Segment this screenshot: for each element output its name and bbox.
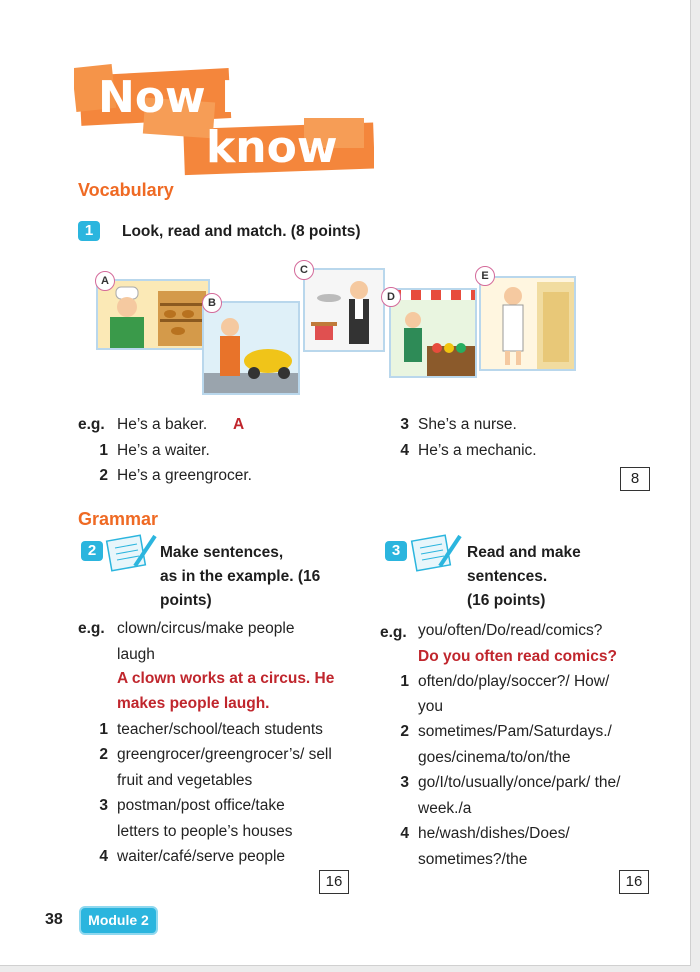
ex2-example-label: e.g. [78,620,105,637]
instruction-line: Read and make [467,544,581,561]
vocab-item-text: She’s a nurse. [418,416,517,433]
title-line2: know [206,122,338,173]
ex2-item-number: 1 [99,721,108,738]
exercise-2-instruction [160,541,320,613]
ex2-item-line: letters to people’s houses [117,823,293,840]
picture-label-d: D [381,287,401,307]
ex3-item-line: goes/cinema/to/on/the [418,749,571,766]
picture-label-b: B [202,293,222,313]
ex3-item-line: often/do/play/soccer?/ How/ [418,673,610,690]
notepad-pencil-icon [105,530,159,572]
mechanic-illustration [204,303,298,393]
ex2-item-line: teacher/school/teach students [117,721,323,738]
nurse-illustration [481,278,574,369]
ex3-item-line: go/I/to/usually/once/park/ the/ [418,774,621,791]
picture-label-c: C [294,260,314,280]
vocab-example-label: e.g. [78,416,105,433]
ex3-example-line: you/often/Do/read/comics? [418,622,603,639]
ex3-item-line: sometimes/Pam/Saturdays./ [418,723,612,740]
exercise-1-badge: 1 [78,221,100,241]
ex2-example-line: laugh [117,646,155,663]
title-line1: Now I [98,72,238,123]
ex2-item-line: postman/post office/take [117,797,285,814]
ex3-example-answer: Do you often read comics? [418,648,617,665]
title-banner [74,60,374,190]
instruction-line: points) [160,592,212,609]
ex2-item-line: waiter/café/serve people [117,848,286,865]
vocab-item-text: He’s a waiter. [117,442,210,459]
ex3-item-line: week./a [418,800,472,817]
vocab-item-number: 3 [400,416,409,433]
exercise-3-badge: 3 [385,541,407,561]
vocab-score-box: 8 [620,467,650,491]
ex2-example-answer: makes people laugh. [117,695,270,712]
instruction-line: (16 points) [467,592,546,609]
ex2-item-number: 2 [99,746,108,763]
vocab-item-text: He’s a mechanic. [418,442,537,459]
waiter-illustration [305,270,383,350]
picture-label-a: A [95,271,115,291]
vocab-item-number: 1 [99,442,108,459]
exercise-1-instruction: Look, read and match. (8 points) [122,223,361,240]
picture-nurse [479,276,576,371]
vocab-example-text: He’s a baker. [117,416,208,433]
vocab-item-number: 2 [99,467,108,484]
picture-baker [96,279,210,350]
exercise-2-badge: 2 [81,541,103,561]
greengrocer-illustration [391,290,475,376]
vocab-item-text: He’s a greengrocer. [117,467,252,484]
vocab-item-number: 4 [400,442,409,459]
picture-waiter [303,268,385,352]
exercise-3-instruction [467,541,581,613]
ex2-item-number: 3 [99,797,108,814]
ex3-item-number: 4 [400,825,409,842]
picture-greengrocer [389,288,477,378]
grammar-heading: Grammar [78,509,159,529]
page-number: 38 [45,911,63,928]
notepad-pencil-icon [410,530,464,572]
baker-illustration [98,281,208,348]
ex3-item-number: 1 [400,673,409,690]
ex3-item-line: you [418,698,443,715]
vocabulary-heading: Vocabulary [78,180,174,200]
ex3-item-line: he/wash/dishes/Does/ [418,825,570,842]
ex2-example-answer: A clown works at a circus. He [117,670,335,687]
ex2-score-box: 16 [319,870,349,894]
ex3-example-label: e.g. [380,624,407,641]
ex2-example-line: clown/circus/make people [117,620,295,637]
ex3-item-number: 3 [400,774,409,791]
ex3-item-number: 2 [400,723,409,740]
instruction-line: Make sentences, [160,544,284,561]
now-i-know-title [74,60,374,190]
ex3-item-line: sometimes?/the [418,851,528,868]
ex2-item-number: 4 [99,848,108,865]
picture-mechanic [202,301,300,395]
ex3-score-box: 16 [619,870,649,894]
ex2-item-line: fruit and vegetables [117,772,253,789]
instruction-line: as in the example. (16 [160,568,321,585]
module-badge: Module 2 [79,906,158,935]
vocab-example-answer: A [233,416,245,433]
ex2-item-line: greengrocer/greengrocer’s/ sell [117,746,332,763]
picture-label-e: E [475,266,495,286]
instruction-line: sentences. [467,568,548,585]
